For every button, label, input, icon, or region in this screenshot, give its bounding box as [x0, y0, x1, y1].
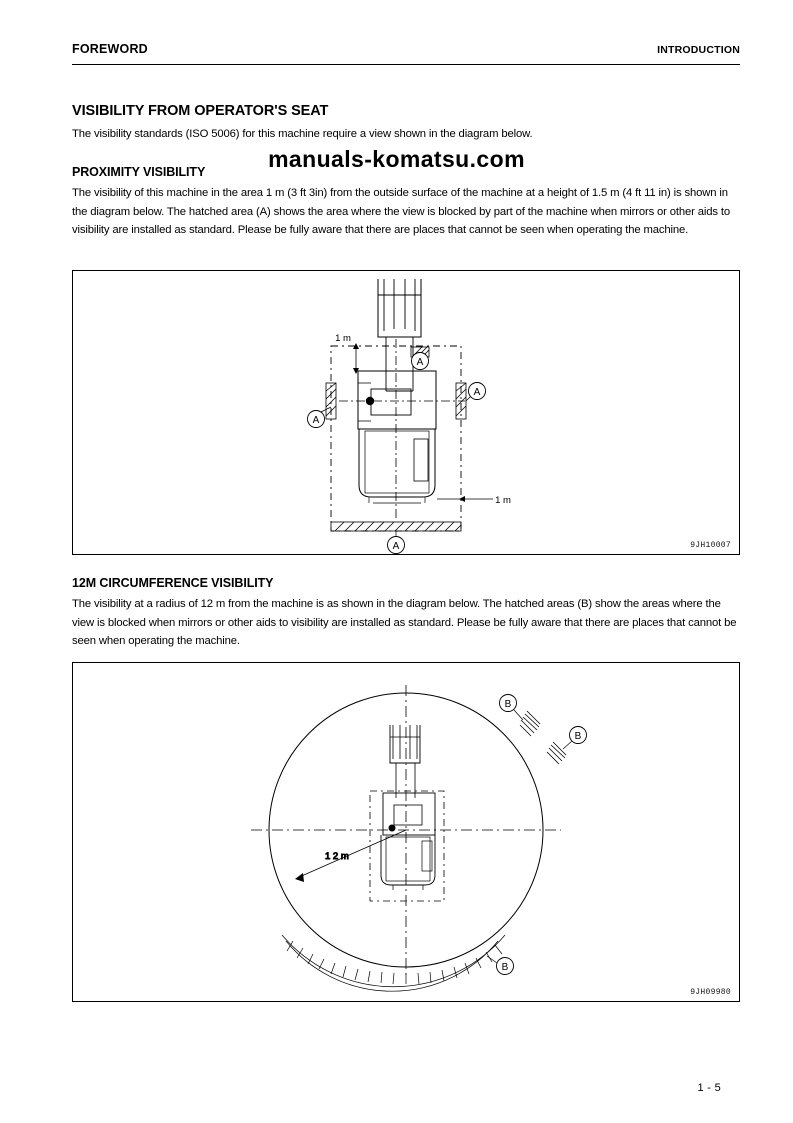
page-title: VISIBILITY FROM OPERATOR'S SEAT	[72, 103, 329, 119]
circumference-paragraph: The visibility at a radius of 12 m from the machine is as shown in the diagram below. The hatched areas (B) show the areas where the view is blocked when mirrors or other aids to visibility are installed as standard. Please be fully aware that there are places that cannot be seen when operating the machine.	[72, 598, 737, 647]
page-header	[72, 42, 740, 64]
svg-text:A: A	[473, 387, 481, 398]
dimension-label-bottom: 1 m	[495, 495, 511, 506]
intro-paragraph: The visibility standards (ISO 5006) for this machine require a view shown in the diagram below.	[72, 128, 533, 140]
dimension-label-top: 1 m	[335, 333, 351, 344]
page-number: 1 - 5	[697, 1082, 721, 1094]
circumference-diagram	[73, 663, 739, 1001]
proximity-heading: PROXIMITY VISIBILITY	[72, 165, 206, 179]
proximity-figure-code: 9JH10007	[690, 541, 731, 550]
circumference-heading: 12M CIRCUMFERENCE VISIBILITY	[72, 576, 274, 590]
watermark-text: manuals-komatsu.com	[268, 146, 525, 172]
proximity-paragraph: The visibility of this machine in the area 1 m (3 ft 3in) from the outside surface of the machine at a height of 1.5 m (4 ft 11 in) is shown in the diagram below. The hatched area (A) shows the area where the view is blocked by part of the machine when mirrors or other aids to visibility are installed as standard. Please be fully aware that there are places that cannot be seen when operating the machine.	[72, 187, 731, 236]
circumference-figure-code: 9JH09980	[690, 988, 731, 997]
svg-text:B: B	[574, 731, 582, 742]
svg-text:B: B	[504, 699, 512, 710]
svg-text:A: A	[312, 415, 320, 426]
circumference-figure	[72, 662, 740, 1002]
proximity-diagram	[73, 271, 739, 554]
svg-text:A: A	[416, 357, 424, 368]
header-right-title: INTRODUCTION	[657, 44, 740, 56]
svg-text:A: A	[392, 541, 400, 552]
header-divider	[72, 64, 740, 65]
header-left-title: FOREWORD	[72, 42, 148, 56]
svg-text:B: B	[501, 962, 509, 973]
proximity-figure	[72, 270, 740, 555]
radius-label: 1 2 m	[325, 851, 349, 862]
